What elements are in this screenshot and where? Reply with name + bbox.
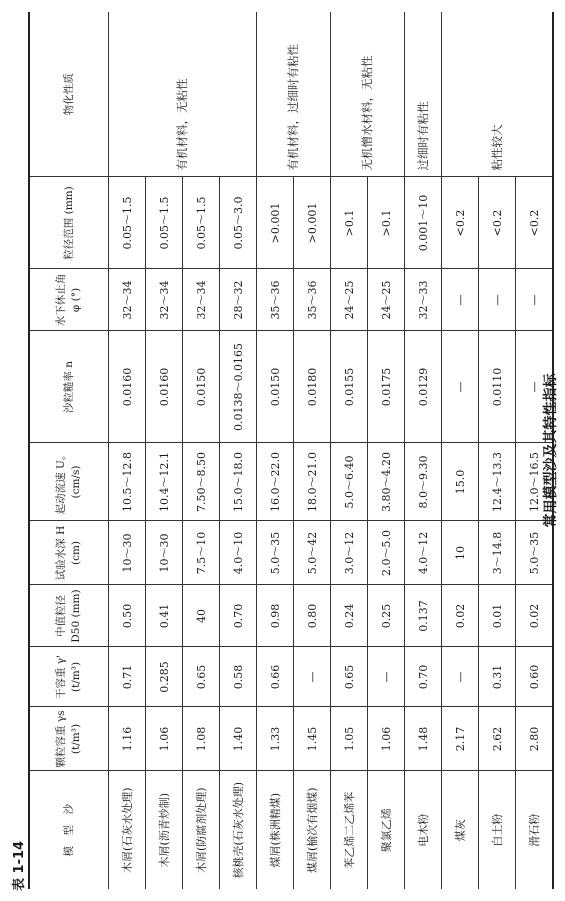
value-cell: 10 bbox=[442, 521, 479, 585]
value-cell: 1.16 bbox=[109, 707, 146, 771]
value-cell: 0.25 bbox=[368, 585, 405, 647]
header-cell: 颗粒容重 γs (t/m³) bbox=[29, 707, 109, 771]
sediment-table bbox=[28, 12, 554, 889]
value-cell: 32～33 bbox=[405, 269, 442, 331]
value-cell: 10.4～12.1 bbox=[146, 443, 183, 521]
material-name-cell: 煤屑(株洲精煤) bbox=[257, 771, 294, 889]
header-row bbox=[29, 12, 109, 889]
value-cell: 0.65 bbox=[183, 647, 220, 707]
value-cell: 0.50 bbox=[109, 585, 146, 647]
value-cell: 3.80～4.20 bbox=[368, 443, 405, 521]
value-cell: >0.1 bbox=[331, 177, 368, 269]
value-cell: 1.08 bbox=[183, 707, 220, 771]
value-cell: 0.001～10 bbox=[405, 177, 442, 269]
header-cell: 水下休止角 φ (°) bbox=[29, 269, 109, 331]
value-cell: 0.05～1.5 bbox=[109, 177, 146, 269]
value-cell: 7.50～8.50 bbox=[183, 443, 220, 521]
value-cell: — bbox=[516, 331, 554, 443]
value-cell: 8.0～9.30 bbox=[405, 443, 442, 521]
value-cell: 0.41 bbox=[146, 585, 183, 647]
value-cell: 1.48 bbox=[405, 707, 442, 771]
header-cell: 沙粒糙率 n bbox=[29, 331, 109, 443]
value-cell: 2.0～5.0 bbox=[368, 521, 405, 585]
value-cell: 35～36 bbox=[294, 269, 331, 331]
value-cell: 18.0～21.0 bbox=[294, 443, 331, 521]
material-name-cell: 煤屑(榆次有烟煤) bbox=[294, 771, 331, 889]
value-cell: 0.60 bbox=[516, 647, 554, 707]
value-cell: 0.02 bbox=[442, 585, 479, 647]
value-cell: 40 bbox=[183, 585, 220, 647]
value-cell: — bbox=[479, 269, 516, 331]
property-cell: 粘性较大 bbox=[442, 12, 554, 177]
value-cell: — bbox=[294, 647, 331, 707]
property-cell: 有机材料，过细时有粘性 bbox=[257, 12, 331, 177]
value-cell: >0.001 bbox=[257, 177, 294, 269]
value-cell: 0.0150 bbox=[257, 331, 294, 443]
value-cell: — bbox=[442, 269, 479, 331]
material-name-cell: 木屑(石灰水处理) bbox=[109, 771, 146, 889]
value-cell: 0.01 bbox=[479, 585, 516, 647]
value-cell: 0.70 bbox=[405, 647, 442, 707]
value-cell: 0.58 bbox=[220, 647, 257, 707]
material-name-cell: 电木粉 bbox=[405, 771, 442, 889]
value-cell: 0.0160 bbox=[146, 331, 183, 443]
material-name-cell: 煤灰 bbox=[442, 771, 479, 889]
value-cell: <0.2 bbox=[516, 177, 554, 269]
property-cell: 有机材料，无粘性 bbox=[109, 12, 257, 177]
value-cell: 32～34 bbox=[146, 269, 183, 331]
value-cell: 0.24 bbox=[331, 585, 368, 647]
value-cell: 0.0180 bbox=[294, 331, 331, 443]
value-cell: 5.0～35 bbox=[257, 521, 294, 585]
header-cell: 起动流速 U。 (cm/s) bbox=[29, 443, 109, 521]
value-cell: 0.05～3.0 bbox=[220, 177, 257, 269]
value-cell: 2.17 bbox=[442, 707, 479, 771]
value-cell: 0.0175 bbox=[368, 331, 405, 443]
value-cell: 24～25 bbox=[331, 269, 368, 331]
value-cell: 5.0～6.40 bbox=[331, 443, 368, 521]
value-cell: 0.0110 bbox=[479, 331, 516, 443]
material-name-cell: 白土粉 bbox=[479, 771, 516, 889]
value-cell: — bbox=[442, 647, 479, 707]
value-cell: 0.0160 bbox=[109, 331, 146, 443]
table-title: 常用模型沙及其特性指标 bbox=[543, 373, 559, 528]
value-cell: 0.31 bbox=[479, 647, 516, 707]
value-cell: 1.06 bbox=[146, 707, 183, 771]
value-cell: 7.5～10 bbox=[183, 521, 220, 585]
value-cell: 2.80 bbox=[516, 707, 554, 771]
value-cell: 10～30 bbox=[146, 521, 183, 585]
value-cell: <0.2 bbox=[442, 177, 479, 269]
value-cell: 1.45 bbox=[294, 707, 331, 771]
property-cell: 过细时有粘性 bbox=[405, 12, 442, 177]
material-name-cell: 滑石粉 bbox=[516, 771, 554, 889]
table-row bbox=[405, 12, 442, 889]
value-cell: 0.66 bbox=[257, 647, 294, 707]
value-cell: 10.5～12.8 bbox=[109, 443, 146, 521]
material-name-cell: 核桃壳(石灰水处理) bbox=[220, 771, 257, 889]
value-cell: 0.98 bbox=[257, 585, 294, 647]
value-cell: 1.06 bbox=[368, 707, 405, 771]
header-cell: 试验水深 H (cm) bbox=[29, 521, 109, 585]
property-cell: 无机憎水材料，无粘性 bbox=[331, 12, 405, 177]
value-cell: 1.40 bbox=[220, 707, 257, 771]
material-name-cell: 木屑(防腐剂处理) bbox=[183, 771, 220, 889]
value-cell: 5.0～42 bbox=[294, 521, 331, 585]
value-cell: 15.0 bbox=[442, 443, 479, 521]
table-body bbox=[109, 12, 554, 889]
value-cell: 32～34 bbox=[109, 269, 146, 331]
table-label: 表 1-14 bbox=[12, 840, 27, 891]
value-cell: 0.0150 bbox=[183, 331, 220, 443]
value-cell: 35～36 bbox=[257, 269, 294, 331]
value-cell: 4.0～12 bbox=[405, 521, 442, 585]
value-cell: 0.02 bbox=[516, 585, 554, 647]
table-row bbox=[331, 12, 368, 889]
value-cell: 3～14.8 bbox=[479, 521, 516, 585]
value-cell: 28～32 bbox=[220, 269, 257, 331]
header-cell: 干容重 γ' (t/m³) bbox=[29, 647, 109, 707]
value-cell: — bbox=[368, 647, 405, 707]
value-cell: 2.62 bbox=[479, 707, 516, 771]
value-cell: 0.0138～0.0165 bbox=[220, 331, 257, 443]
value-cell: 1.33 bbox=[257, 707, 294, 771]
value-cell: 24～25 bbox=[368, 269, 405, 331]
value-cell: 10～30 bbox=[109, 521, 146, 585]
value-cell: 0.285 bbox=[146, 647, 183, 707]
value-cell: 3.0～12 bbox=[331, 521, 368, 585]
value-cell: 15.0～18.0 bbox=[220, 443, 257, 521]
value-cell: 0.0129 bbox=[405, 331, 442, 443]
header-cell: 中值粒径 D50 (mm) bbox=[29, 585, 109, 647]
value-cell: 5.0～35 bbox=[516, 521, 554, 585]
value-cell: 0.71 bbox=[109, 647, 146, 707]
material-name-cell: 苯乙烯二乙烯苯 bbox=[331, 771, 368, 889]
value-cell: 0.80 bbox=[294, 585, 331, 647]
value-cell: <0.2 bbox=[479, 177, 516, 269]
value-cell: 0.65 bbox=[331, 647, 368, 707]
value-cell: 0.05～1.5 bbox=[183, 177, 220, 269]
table-row bbox=[109, 12, 146, 889]
table-row bbox=[442, 12, 479, 889]
value-cell: — bbox=[516, 269, 554, 331]
value-cell: 0.70 bbox=[220, 585, 257, 647]
value-cell: 12.0～16.5 bbox=[516, 443, 554, 521]
value-cell: 0.0155 bbox=[331, 331, 368, 443]
value-cell: >0.001 bbox=[294, 177, 331, 269]
value-cell: 16.0～22.0 bbox=[257, 443, 294, 521]
material-name-cell: 木屑(沥青炒制) bbox=[146, 771, 183, 889]
material-name-cell: 聚氯乙烯 bbox=[368, 771, 405, 889]
value-cell: 4.0～10 bbox=[220, 521, 257, 585]
value-cell: >0.1 bbox=[368, 177, 405, 269]
value-cell: — bbox=[442, 331, 479, 443]
header-cell: 模 型 沙 bbox=[29, 771, 109, 889]
value-cell: 0.137 bbox=[405, 585, 442, 647]
header-cell: 物化性质 bbox=[29, 12, 109, 177]
value-cell: 1.05 bbox=[331, 707, 368, 771]
value-cell: 0.05～1.5 bbox=[146, 177, 183, 269]
header-cell: 粒径范围 (mm) bbox=[29, 177, 109, 269]
table-row bbox=[257, 12, 294, 889]
value-cell: 12.4～13.3 bbox=[479, 443, 516, 521]
value-cell: 32～34 bbox=[183, 269, 220, 331]
